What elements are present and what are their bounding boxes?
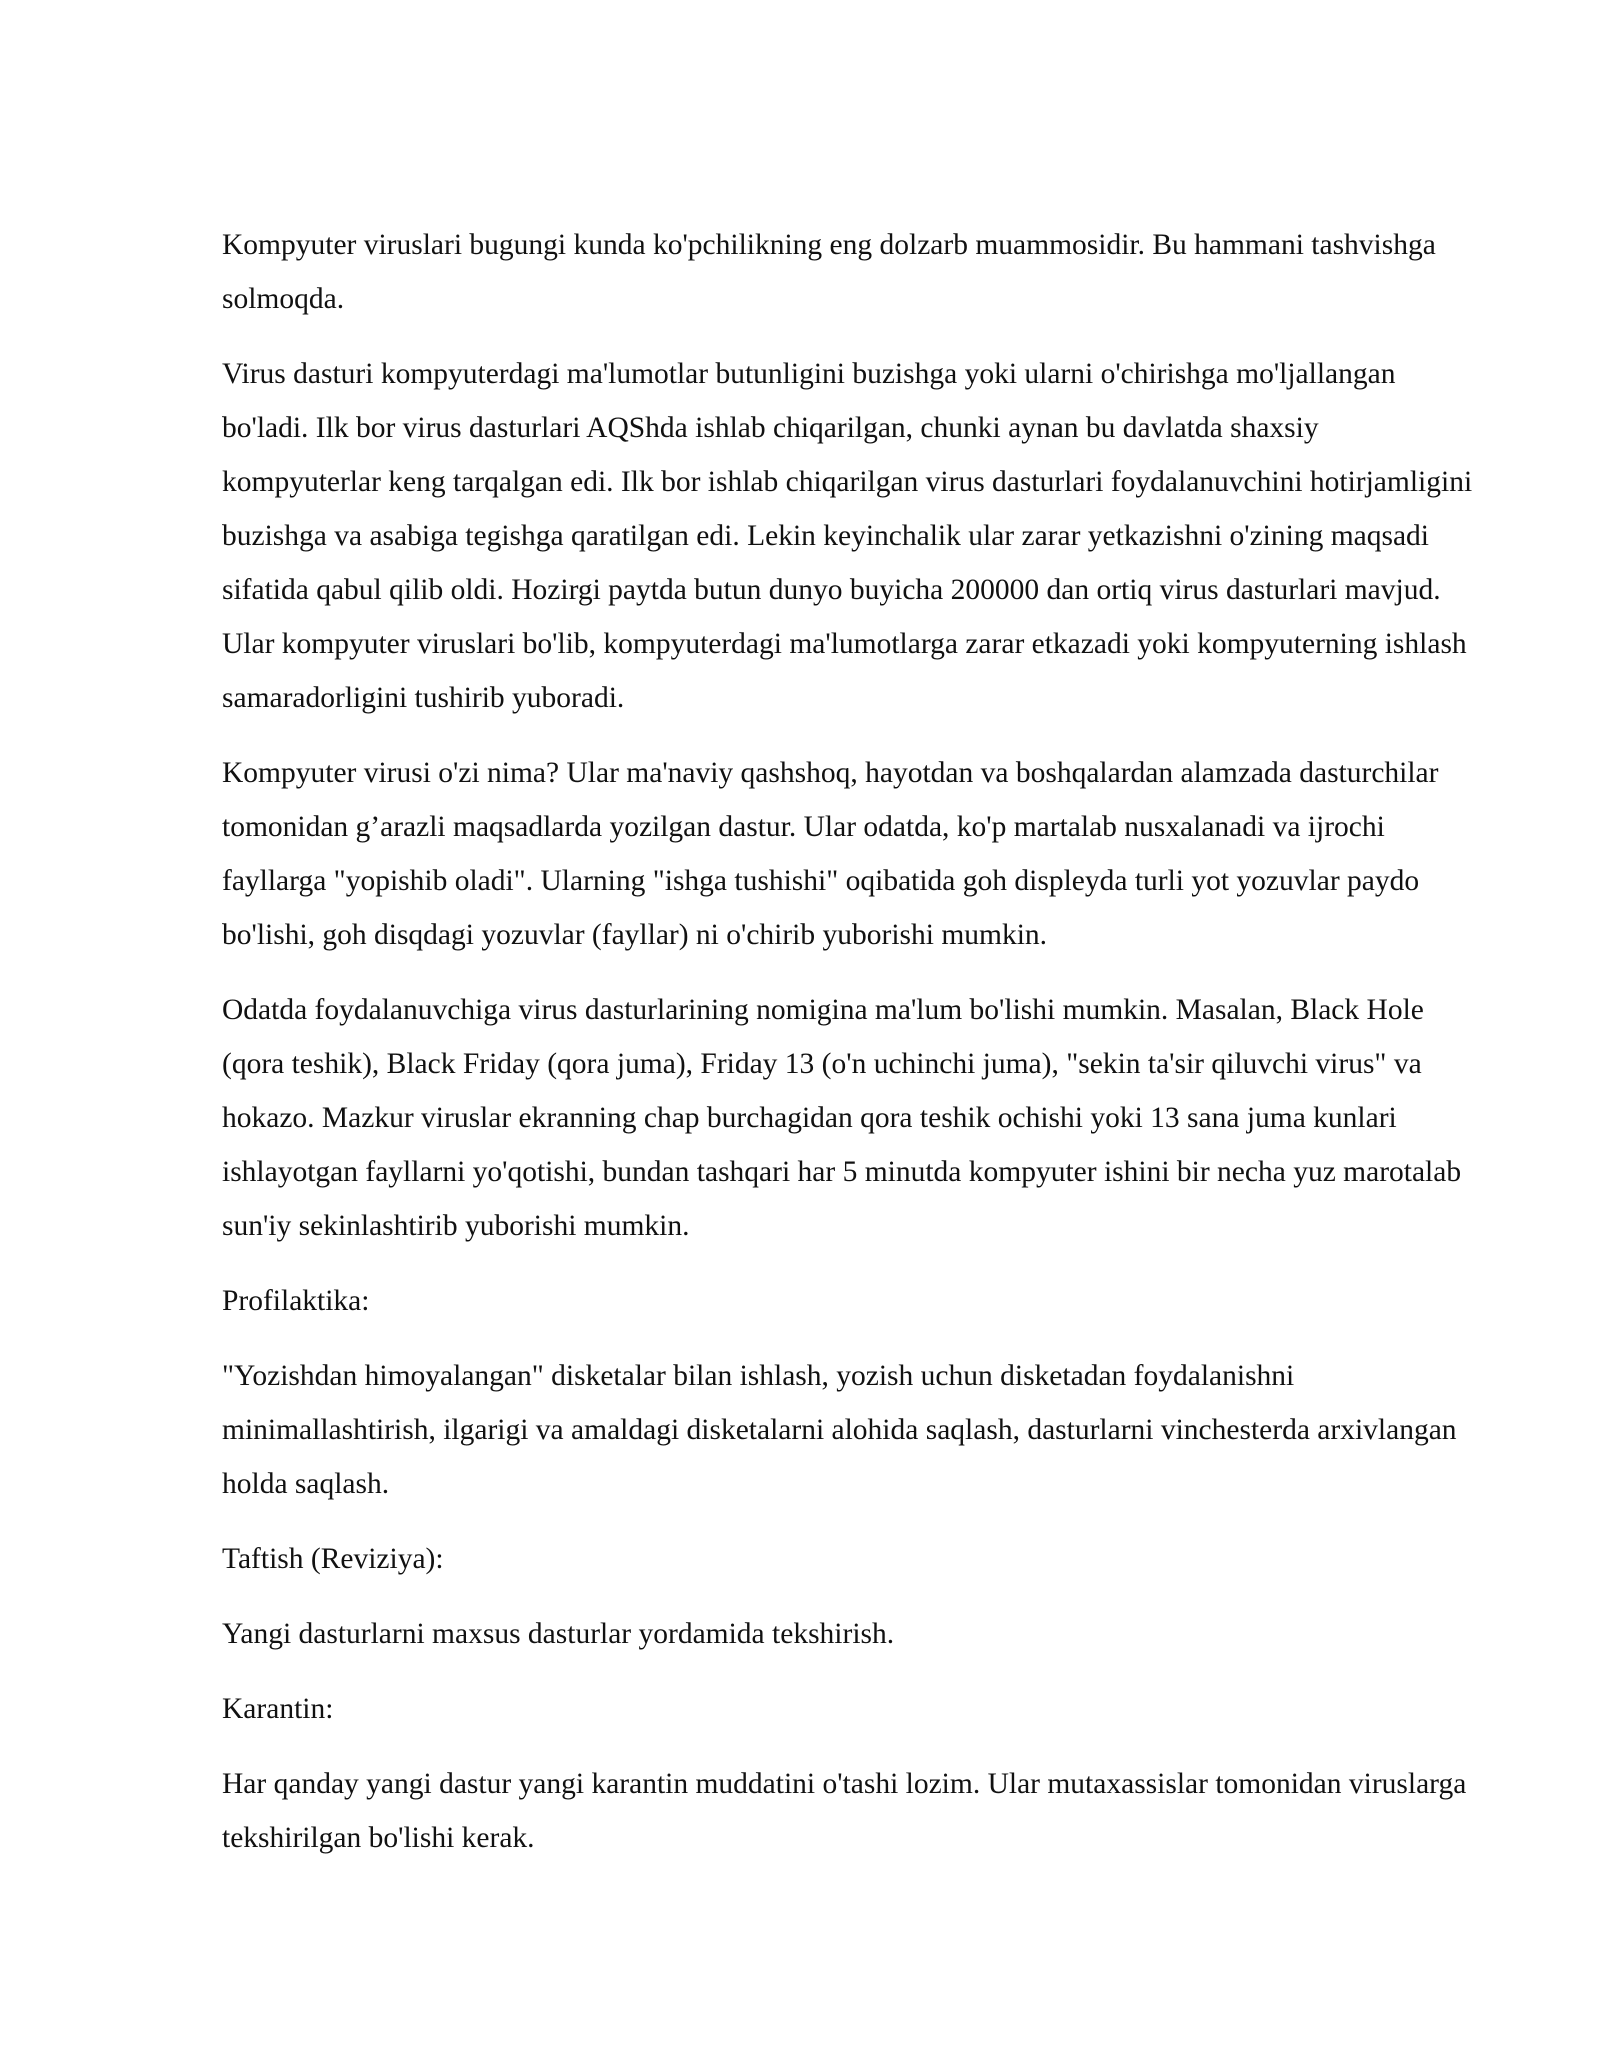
paragraph-profilaktika: "Yozishdan himoyalangan" disketalar bilan ishlash, yozish uchun disketadan foydalanishni minimallashtirish, ilgarigi va amaldagi disketalarni alohida saqlash, dasturlarni vinchesterda arxivlangan holda saqlash.: [222, 1360, 1457, 1500]
paragraph-taftish: Yangi dasturlarni maxsus dasturlar yordamida tekshirish.: [222, 1618, 895, 1650]
document-body: [222, 218, 1480, 1886]
paragraph-virus-definition: Virus dasturi kompyuterdagi ma'lumotlar butunligini buzishga yoki ularni o'chirishga mo'ljallangan bo'ladi. Ilk bor virus dasturlari AQShda ishlab chiqarilgan, chunki aynan bu davlatda shaxsiy kompyuterlar keng tarqalgan edi. Ilk bor ishlab chiqarilgan virus dasturlari foydalanuvchini hotirjamligini buzishga va asabiga tegishga qaratilgan edi. Lekin keyinchalik ular zarar yetkazishni o'zining maqsadi sifatida qabul qilib oldi. Hozirgi paytda butun dunyo buyicha 200000 dan ortiq virus dasturlari mavjud. Ular kompyuter viruslari bo'lib, kompyuterdagi ma'lumotlarga zarar etkazadi yoki kompyuterning ishlash samaradorligini tushirib yuboradi.: [222, 358, 1473, 714]
heading-taftish: Taftish (Reviziya):: [222, 1543, 444, 1575]
paragraph-karantin: Har qanday yangi dastur yangi karantin muddatini o'tashi lozim. Ular mutaxassislar tomonidan viruslarga tekshirilgan bo'lishi kerak.: [222, 1768, 1467, 1854]
paragraph-virus-names: Odatda foydalanuvchiga virus dasturlarining nomigina ma'lum bo'lishi mumkin. Masalan, Black Hole (qora teshik), Black Friday (qora juma), Friday 13 (o'n uchinchi juma), "sekin ta'sir qiluvchi virus" va hokazo. Mazkur viruslar ekranning chap burchagidan qora teshik ochishi yoki 13 sana juma kunlari ishlayotgan fayllarni yo'qotishi, bundan tashqari har 5 minutda kompyuter ishini bir necha yuz marotalab sun'iy sekinlashtirib yuborishi mumkin.: [222, 994, 1462, 1242]
paragraph-what-is-virus: Kompyuter virusi o'zi nima? Ular ma'naviy qashshoq, hayotdan va boshqalardan alamzada dasturchilar tomonidan g’arazli maqsadlarda yozilgan dastur. Ular odatda, ko'p martalab nusxalanadi va ijrochi fayllarga "yopishib oladi". Ularning "ishga tushishi" oqibatida goh displeyda turli yot yozuvlar paydo bo'lishi, goh disqdagi yozuvlar (fayllar) ni o'chirib yuborishi mumkin.: [222, 757, 1439, 951]
paragraph-intro: Kompyuter viruslari bugungi kunda ko'pchilikning eng dolzarb muammosidir. Bu hammani tashvishga solmoqda.: [222, 229, 1436, 315]
heading-profilaktika: Profilaktika:: [222, 1285, 370, 1317]
heading-karantin: Karantin:: [222, 1693, 334, 1725]
